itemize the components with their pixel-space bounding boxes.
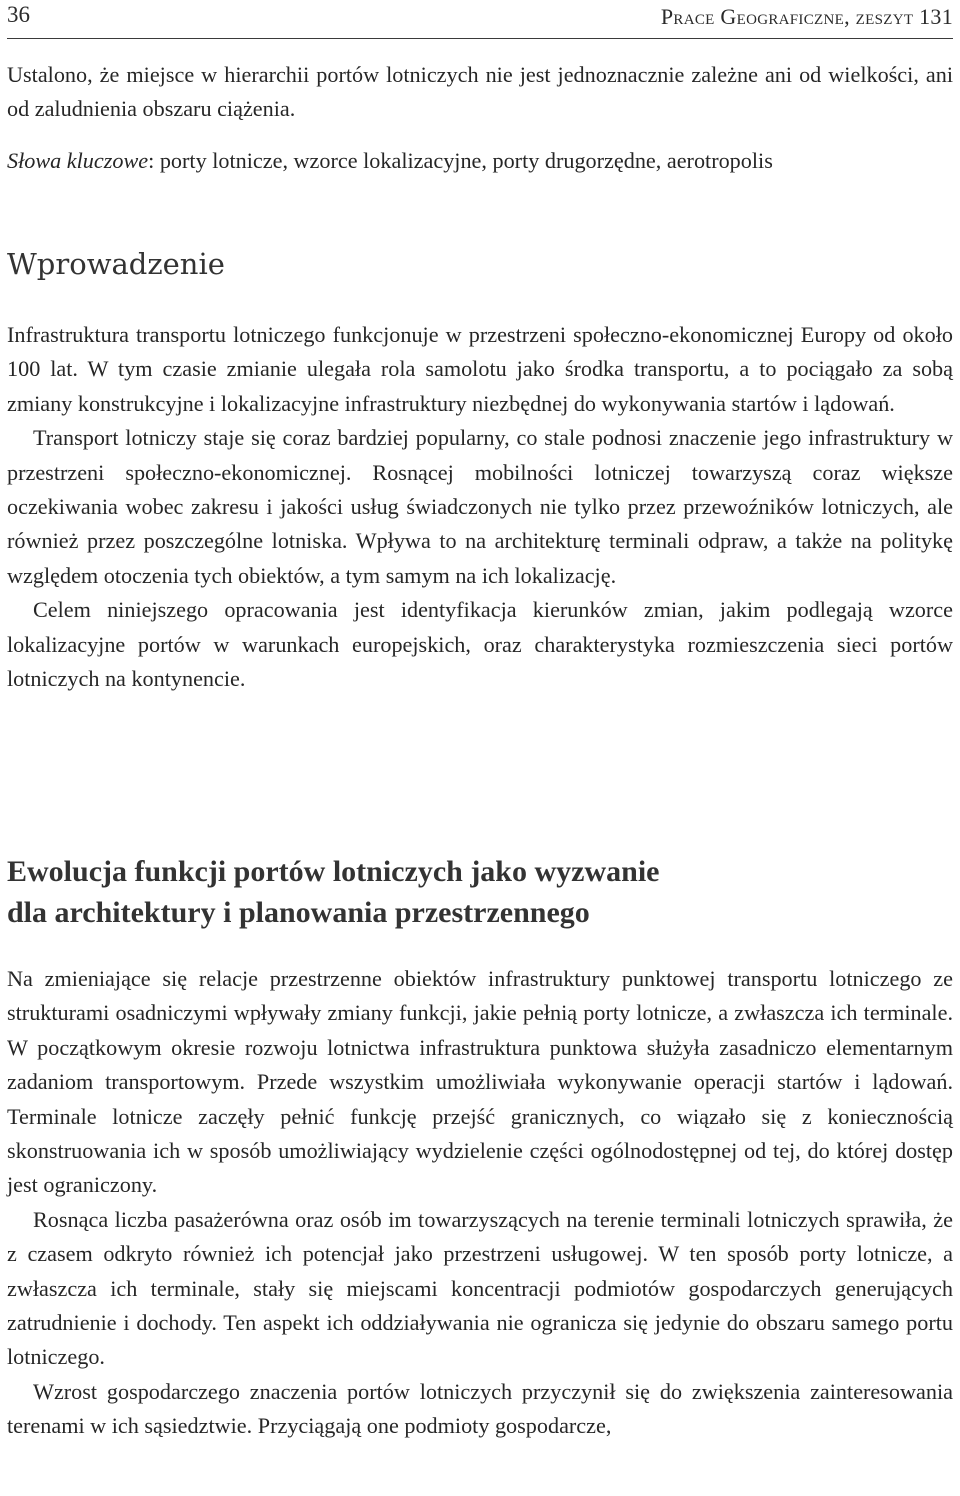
section-evolution-body [7,962,953,1444]
section-introduction-body [7,318,953,696]
running-head [7,0,953,39]
section-heading-line: Ewolucja funkcji portów lotniczych jako wyzwanie [7,855,660,888]
body-paragraph: Wzrost gospodarczego znaczenia portów lotniczych przyczynił się do zwiększenia zainteresowania terenami w ich sąsiedztwie. Przyciągają one podmioty gospodarcze, [7,1378,953,1439]
body-paragraph: Rosnąca liczba pasażerówna oraz osób im towarzyszących na terenie terminali lotniczych sprawiła, że z czasem odkryto również ich potencjał jako przestrzeni usługowej. W ten sposób porty lotnicze, a zwłaszcza ich terminale, stały się miejscami koncentracji podmiotów gospodarczych generujących zatrudnienie i dochody. Ten aspekt ich oddziaływania nie ogranicza się jedynie do obszaru samego portu lotniczego. [7,1206,953,1370]
keywords [7,144,953,178]
abstract-closing [7,58,953,127]
section-heading-line: dla architektury i planowania przestrzennego [7,896,590,929]
journal-title: Prace Geograficzne, zeszyt 131 [660,4,953,29]
body-paragraph: Celem niniejszego opracowania jest identyfikacja kierunków zmian, jakim podlegają wzorce lokalizacyjne portów w warunkach europejskich, oraz charakterystyka rozmieszczenia sieci portów lotniczych na kontynencie. [7,597,953,692]
page [7,0,953,1439]
abstract-paragraph: Ustalono, że miejsce w hierarchii portów lotniczych nie jest jednoznacznie zależne ani od wielkości, ani od zaludnienia obszaru ciążenia. [7,62,953,122]
keywords-list: : porty lotnicze, wzorce lokalizacyjne, porty drugorzędne, aerotropolis [148,148,773,173]
body-paragraph: Na zmieniające się relacje przestrzenne obiektów infrastruktury punktowej transportu lotniczego ze strukturami osadniczymi wpływały zmiany funkcji, jakie pełnią porty lotnicze, a zwłaszcza ich terminale. W początkowym okresie rozwoju lotnictwa infrastruktura punktowa służyła zasadniczo elementarnym zadaniom transportowym. Przede wszystkim umożliwiała wykonywanie operacji startów i lądowań. Terminale lotnicze zaczęły pełnić funkcję przejść granicznych, co wiązało się z koniecznością skonstruowania ich w sposób umożliwiający wydzielenie części ogólnodostępnej od tej, do której dostęp jest ograniczony. [7,966,953,1198]
section-heading-evolution [7,851,659,933]
section-heading-introduction: Wprowadzenie [7,247,225,281]
keywords-label: Słowa kluczowe [7,148,149,173]
page-number: 36 [7,2,30,27]
body-paragraph: Infrastruktura transportu lotniczego funkcjonuje w przestrzeni społeczno-ekonomicznej Europy od około 100 lat. W tym czasie zmianie ulegała rola samolotu jako środka transportu, a to pociągało za sobą zmiany konstrukcyjne i lokalizacyjne infrastruktury niezbędnej do wykonywania startów i lądowań. [7,322,953,416]
body-paragraph: Transport lotniczy staje się coraz bardziej popularny, co stale podnosi znaczenie jego infrastruktury w przestrzeni społeczno-ekonomicznej. Rosnącej mobilności lotniczej towarzyszą coraz większe oczekiwania wobec zakresu i jakości usług świadczonych nie tylko przez przewoźników lotniczych, ale również przez poszczególne lotniska. Wpływa to na architekturę terminali odpraw, a także na politykę względem otoczenia tych obiektów, a tym samym na ich lokalizację. [7,425,953,588]
